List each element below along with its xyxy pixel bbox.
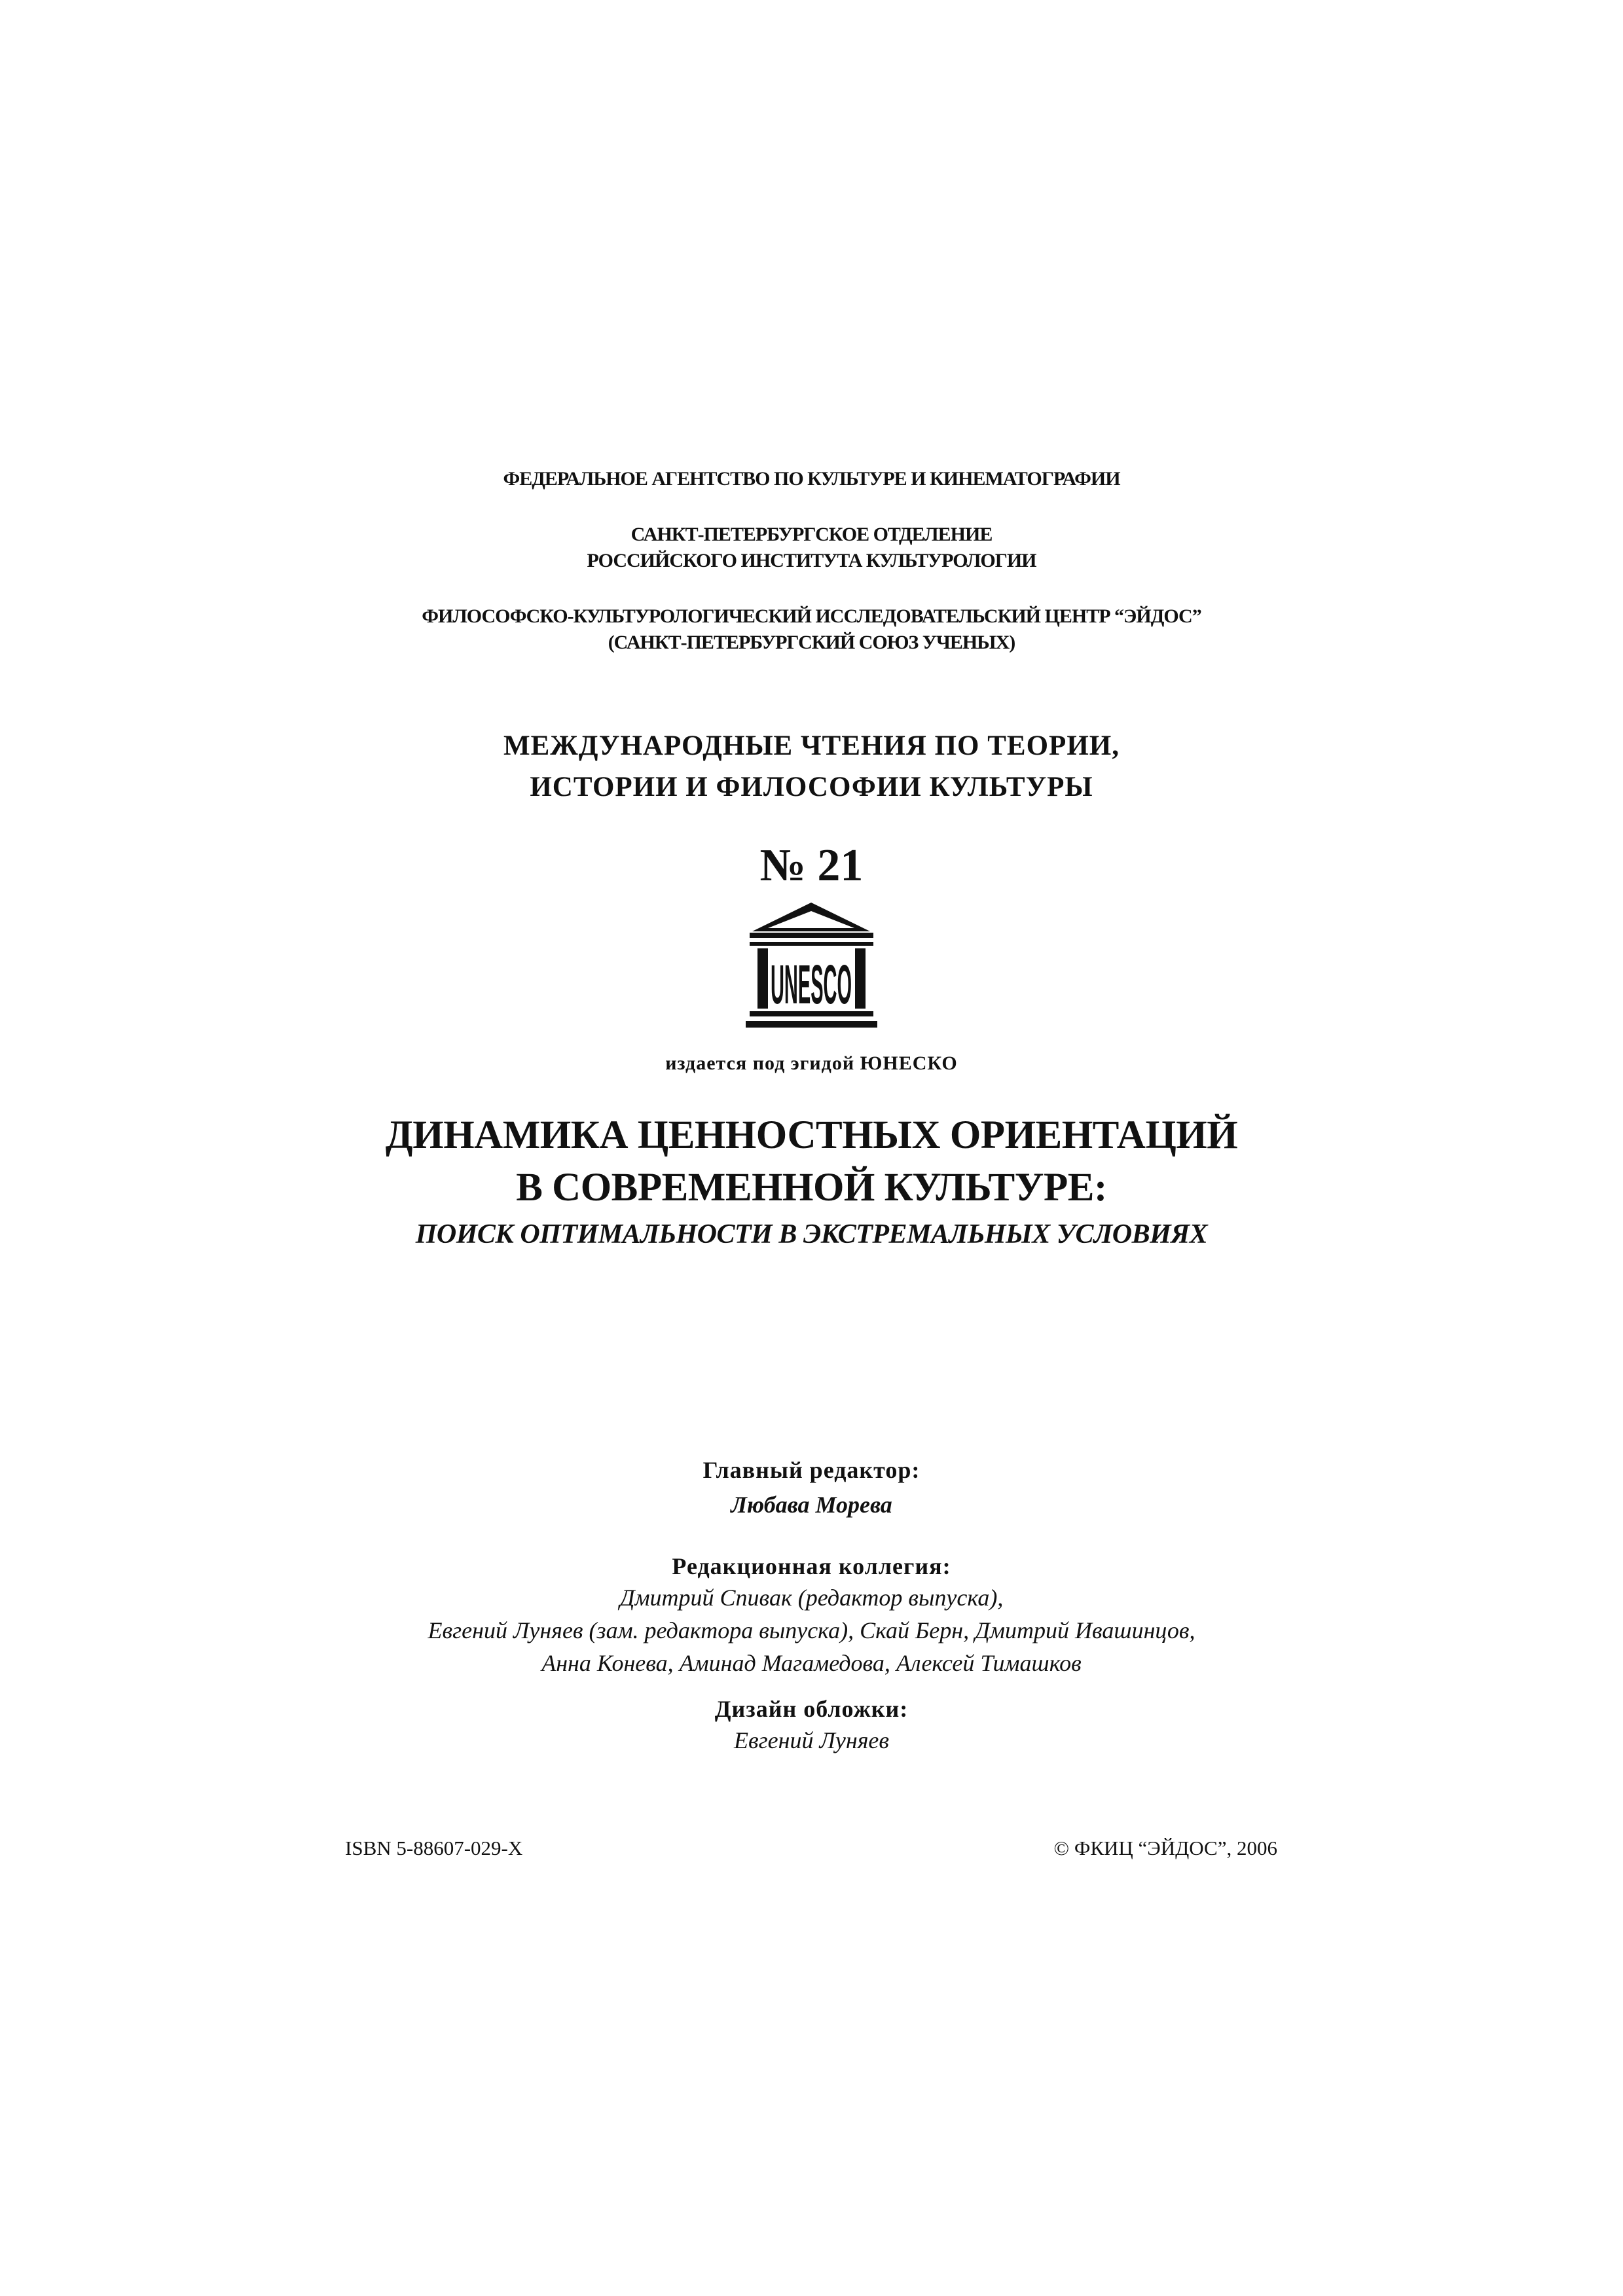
editorial-board-label: Редакционная коллегия: [672, 1553, 951, 1579]
org-agency: ФЕДЕРАЛЬНОЕ АГЕНТСТВО ПО КУЛЬТУРЕ И КИНЕМАТОГРАФИИ [503, 468, 1120, 490]
book-title-line1: ДИНАМИКА ЦЕННОСТНЫХ ОРИЕНТАЦИЙ [385, 1113, 1238, 1157]
unesco-logo [744, 901, 879, 1035]
issue-number: № 21 [759, 840, 864, 891]
org-branch-line1: САНКТ-ПЕТЕРБУРГСКОЕ ОТДЕЛЕНИЕ [630, 524, 993, 545]
series-title-line1: МЕЖДУНАРОДНЫЕ ЧТЕНИЯ ПО ТЕОРИИ, [503, 730, 1120, 761]
editorial-board-line1: Дмитрий Спивак (редактор выпуска), [619, 1585, 1004, 1611]
chief-editor-label: Главный редактор: [702, 1457, 921, 1483]
series-title-line2: ИСТОРИИ И ФИЛОСОФИИ КУЛЬТУРЫ [530, 772, 1093, 802]
isbn: ISBN 5-88607-029-X [345, 1837, 523, 1859]
cover-design-label: Дизайн обложки: [714, 1696, 909, 1722]
org-center-line2: (САНКТ-ПЕТЕРБУРГСКИЙ СОЮЗ УЧЕНЫХ) [608, 632, 1015, 653]
editorial-board-line2: Евгений Луняев (зам. редактора выпуска), Скай Берн, Дмитрий Ивашинцов, [428, 1617, 1195, 1643]
book-title-line2: В СОВРЕМЕННОЙ КУЛЬТУРЕ: [516, 1166, 1107, 1210]
org-branch-line2: РОССИЙСКОГО ИНСТИТУТА КУЛЬТУРОЛОГИИ [587, 550, 1036, 571]
book-subtitle: ПОИСК ОПТИМАЛЬНОСТИ В ЭКСТРЕМАЛЬНЫХ УСЛОВИЯХ [415, 1219, 1208, 1249]
aegis-note: издается под эгидой ЮНЕСКО [665, 1052, 958, 1074]
editorial-board-line3: Анна Конева, Аминад Магамедова, Алексей Тимашков [541, 1650, 1082, 1676]
cover-designer-name: Евгений Луняев [733, 1727, 890, 1753]
copyright: © ФКИЦ “ЭЙДОС”, 2006 [1053, 1837, 1277, 1859]
chief-editor-name: Любава Морева [731, 1492, 892, 1518]
org-center-line1: ФИЛОСОФСКО-КУЛЬТУРОЛОГИЧЕСКИЙ ИССЛЕДОВАТЕЛЬСКИЙ ЦЕНТР “ЭЙДОС” [422, 605, 1201, 627]
unesco-logo-text: UNESCO [771, 954, 852, 1015]
